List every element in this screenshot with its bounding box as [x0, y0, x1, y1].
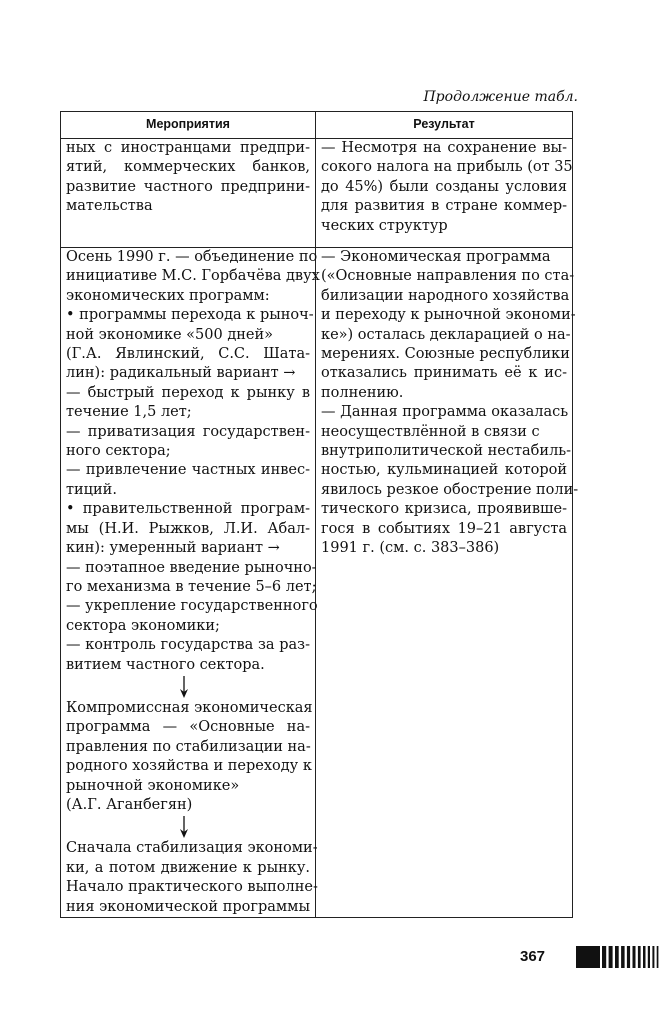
text-line: ния экономической программы: [66, 898, 310, 915]
text-line: Компромиссная экономическая: [66, 699, 313, 716]
text-line: тиций.: [66, 481, 117, 498]
text-line: Начало практического выполне-: [66, 879, 318, 896]
text-line: (А.Г. Аганбегян): [66, 796, 193, 813]
decoration-stripe: [609, 946, 613, 968]
header-result: Результат: [316, 112, 573, 139]
row2-result-cell: [316, 248, 579, 918]
text-line: до 45%) были созданы условия: [321, 178, 567, 195]
compromise-program-block: [66, 699, 313, 815]
text-line: ностью, кульминацией которой: [321, 462, 567, 479]
text-line: ки, а потом движение к рынку.: [66, 859, 310, 876]
text-line: — быстрый переход к рынку в: [66, 384, 310, 401]
down-arrow-icon: [178, 815, 190, 839]
text-line: го механизма в течение 5–6 лет;: [66, 578, 317, 595]
decoration-stripe: [652, 946, 654, 968]
text-line: экономических программ:: [66, 287, 270, 304]
text-line: 1991 г. (см. с. 383–386): [321, 540, 500, 557]
text-line: Сначала стабилизация экономи-: [66, 840, 318, 857]
row1-measures-cell: [61, 139, 316, 248]
text-line: (Г.А. Явлинский, С.С. Шата-: [66, 346, 310, 363]
text-line: витием частного сектора.: [66, 656, 265, 673]
text-line: инициативе М.С. Горбачёва двух: [66, 268, 320, 285]
down-arrow: [61, 815, 316, 839]
text-line: ного сектора;: [66, 443, 171, 460]
decoration-stripe: [627, 946, 630, 968]
decoration-stripes: [602, 946, 660, 968]
text-line: ной экономике «500 дней»: [66, 326, 274, 343]
text-line: билизации народного хозяйства: [321, 287, 570, 304]
events-table: [60, 111, 579, 918]
text-line: и переходу к рыночной экономи-: [321, 307, 576, 324]
text-line: — Экономическая программа: [321, 249, 551, 265]
down-arrow-icon: [178, 675, 190, 699]
text-line: Осень 1990 г. — объединение по: [66, 249, 318, 265]
decoration-stripe: [633, 946, 636, 968]
text-line: для развития в стране коммер-: [321, 198, 567, 215]
stabilization-block: [66, 839, 318, 917]
text-line: сектора экономики;: [66, 617, 220, 634]
text-line: течение 1,5 лет;: [66, 404, 192, 421]
text-line: рыночной экономике»: [66, 777, 240, 794]
text-line: — Данная программа оказалась: [321, 404, 569, 421]
text-line: • программы перехода к рыноч-: [66, 307, 314, 324]
down-arrow: [61, 675, 316, 699]
text-line: — контроль государства за раз-: [66, 637, 310, 654]
text-line: программа — «Основные на-: [66, 719, 310, 736]
table-row: [61, 139, 573, 248]
text-line: полнению.: [321, 384, 404, 401]
text-line: («Основные направления по ста-: [321, 268, 575, 285]
text-line: отказались принимать её к ис-: [321, 365, 567, 382]
decoration-stripe: [621, 946, 625, 968]
text-line: явилось резкое обострение поли-: [321, 481, 579, 498]
text-line: ческих структур: [321, 217, 448, 234]
text-line: мательства: [66, 198, 153, 215]
text-line: внутриполитической нестабиль-: [321, 443, 572, 460]
text-line: развитие частного предприни-: [66, 178, 310, 195]
decoration-stripe: [648, 946, 650, 968]
page-decoration-bar: [576, 946, 660, 968]
text-line: родного хозяйства и переходу к: [66, 758, 312, 775]
text-line: ке») осталась декларацией о на-: [321, 326, 571, 343]
table-header-row: [61, 112, 573, 139]
page-number: 367: [520, 948, 546, 965]
reform-programs-block: [66, 248, 320, 675]
decoration-stripe: [602, 946, 606, 968]
row2-measures-cell: [61, 248, 320, 918]
header-measures: Мероприятия: [61, 112, 316, 139]
decoration-stripe: [643, 946, 646, 968]
text-line: ятий, коммерческих банков,: [66, 159, 310, 176]
text-line: сокого налога на прибыль (от 35: [321, 159, 573, 176]
text-line: лин): радикальный вариант →: [66, 365, 296, 382]
text-line: тического кризиса, проявивше-: [321, 501, 567, 518]
text-line: кин): умеренный вариант →: [66, 540, 280, 557]
text-line: ных с иностранцами предпри-: [66, 140, 310, 156]
decoration-stripe: [638, 946, 641, 968]
text-line: гося в событиях 19–21 августа: [321, 520, 567, 537]
decoration-stripe: [615, 946, 619, 968]
text-line: правления по стабилизации на-: [66, 738, 311, 755]
text-line: — приватизация государствен-: [66, 423, 310, 440]
text-line: — укрепление государственного: [66, 598, 318, 615]
decoration-stripe: [657, 946, 659, 968]
text-line: • правительственной програм-: [66, 501, 310, 518]
table-caption: Продолжение табл.: [423, 89, 578, 105]
text-line: — привлечение частных инвес-: [66, 462, 310, 479]
text-line: — поэтапное введение рыночно-: [66, 559, 317, 576]
text-line: мерениях. Союзные республики: [321, 346, 570, 363]
text-line: неосуществлённой в связи с: [321, 423, 540, 440]
text-line: — Несмотря на сохранение вы-: [321, 140, 567, 156]
row1-result-cell: [316, 139, 573, 248]
table-row: [61, 248, 573, 918]
text-line: мы (Н.И. Рыжков, Л.И. Абал-: [66, 520, 310, 537]
